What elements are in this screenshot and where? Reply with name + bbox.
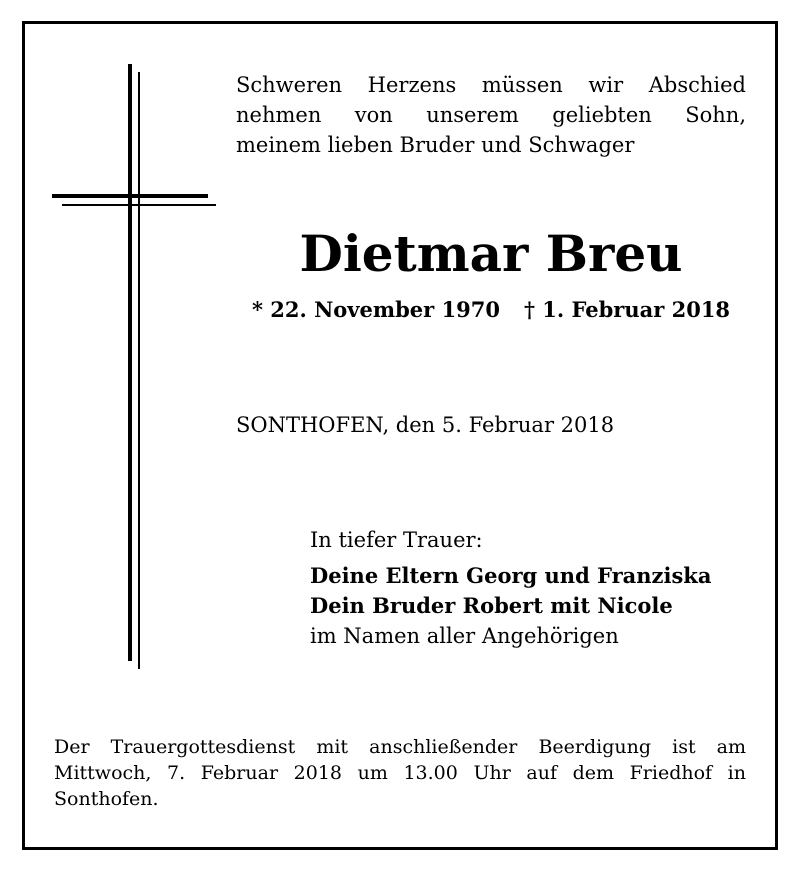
birth-date: * 22. November 1970 bbox=[251, 297, 500, 322]
intro-text bbox=[236, 70, 746, 160]
death-date: † 1. Februar 2018 bbox=[523, 297, 731, 322]
mourners-line: im Namen aller Angehörigen bbox=[310, 624, 619, 648]
place-date: SONTHOFEN, den 5. Februar 2018 bbox=[236, 413, 615, 437]
cross-vertical-bar bbox=[128, 64, 132, 661]
funeral-info bbox=[54, 734, 746, 812]
mourners-block bbox=[310, 525, 711, 651]
cross-horizontal-bar bbox=[52, 194, 208, 198]
intro-line: Schweren Herzens müssen wir Abschied bbox=[236, 73, 746, 97]
funeral-line: Sonthofen. bbox=[54, 788, 159, 810]
deceased-name: Dietmar Breu bbox=[299, 224, 683, 283]
cross-horizontal-shadow bbox=[62, 204, 216, 206]
mourners-line: Deine Eltern Georg und Franziska bbox=[310, 563, 712, 588]
funeral-line: Mittwoch, 7. Februar 2018 um 13.00 Uhr auf dem Friedhof in bbox=[54, 762, 746, 784]
intro-line: meinem lieben Bruder und Schwager bbox=[236, 133, 635, 157]
cross-vertical-shadow bbox=[138, 72, 140, 669]
life-dates bbox=[236, 294, 746, 326]
funeral-line: Der Trauergottesdienst mit anschließender Beerdigung ist am bbox=[54, 736, 746, 758]
intro-line: nehmen von unserem geliebten Sohn, bbox=[236, 103, 746, 127]
mourners-heading: In tiefer Trauer: bbox=[310, 528, 483, 552]
mourners-line: Dein Bruder Robert mit Nicole bbox=[310, 593, 673, 618]
